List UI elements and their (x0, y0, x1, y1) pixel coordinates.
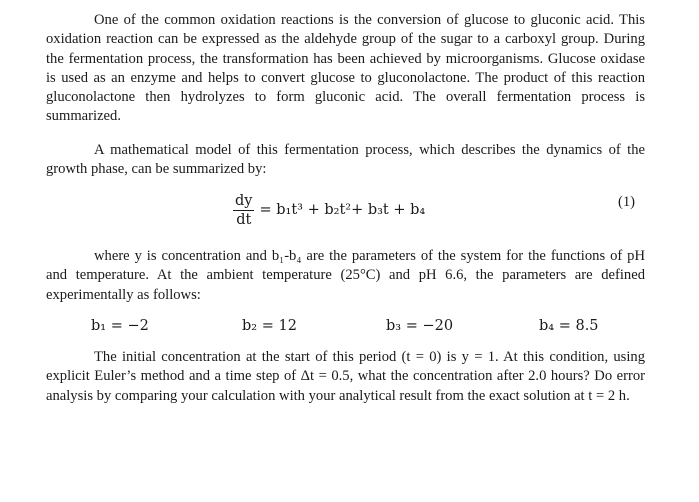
parameter-b3: b₃ = −20 (386, 318, 454, 334)
parameters-paragraph: where y is concentration and b₁-b₄ are the parameters of the system for the functions of pH and temperature. At the ambient temperature (25°C) and pH 6.6, the parameters are defined experimentally as follows: (46, 248, 645, 303)
model-paragraph: A mathematical model of this fermentation process, which describes the dynamics of the growth phase, can be summarized by: (46, 142, 645, 178)
parameter-b4: b₄ = 8.5 (539, 318, 599, 334)
equation-rhs: = b₁t³ + b₂t²+ b₃t + b₄ (259, 202, 426, 218)
parameter-b2: b₂ = 12 (242, 318, 297, 334)
growth-rate-equation (233, 190, 425, 230)
derivative-fraction (233, 193, 254, 228)
fraction-numerator: dy (235, 192, 253, 209)
intro-paragraph: One of the common oxidation reactions is the conversion of glucose to gluconic acid. This oxidation reaction can be expressed as the aldehyde group of the sugar to a carboxyl group. During the fermentation process, the transformation has been achieved by microorganisms. Glucose oxidase is used as an enzyme and helps to convert glucose to gluconolactone. The product of this reaction gluconolactone then hydrolyzes to form gluconic acid. The overall fermentation process is summarized. (46, 12, 645, 125)
equation-number: (1) (618, 194, 636, 210)
parameter-b1: b₁ = −2 (91, 318, 149, 334)
fraction-denominator: dt (236, 211, 252, 228)
question-paragraph: The initial concentration at the start of this period (t = 0) is y = 1. At this condition, using explicit Euler’s method and a time step of Δt = 0.5, what the concentration after 2.0 hours? Do error analysis by comparing your calculation with your analytical result from the exact solution at t = 2 h. (46, 349, 645, 404)
